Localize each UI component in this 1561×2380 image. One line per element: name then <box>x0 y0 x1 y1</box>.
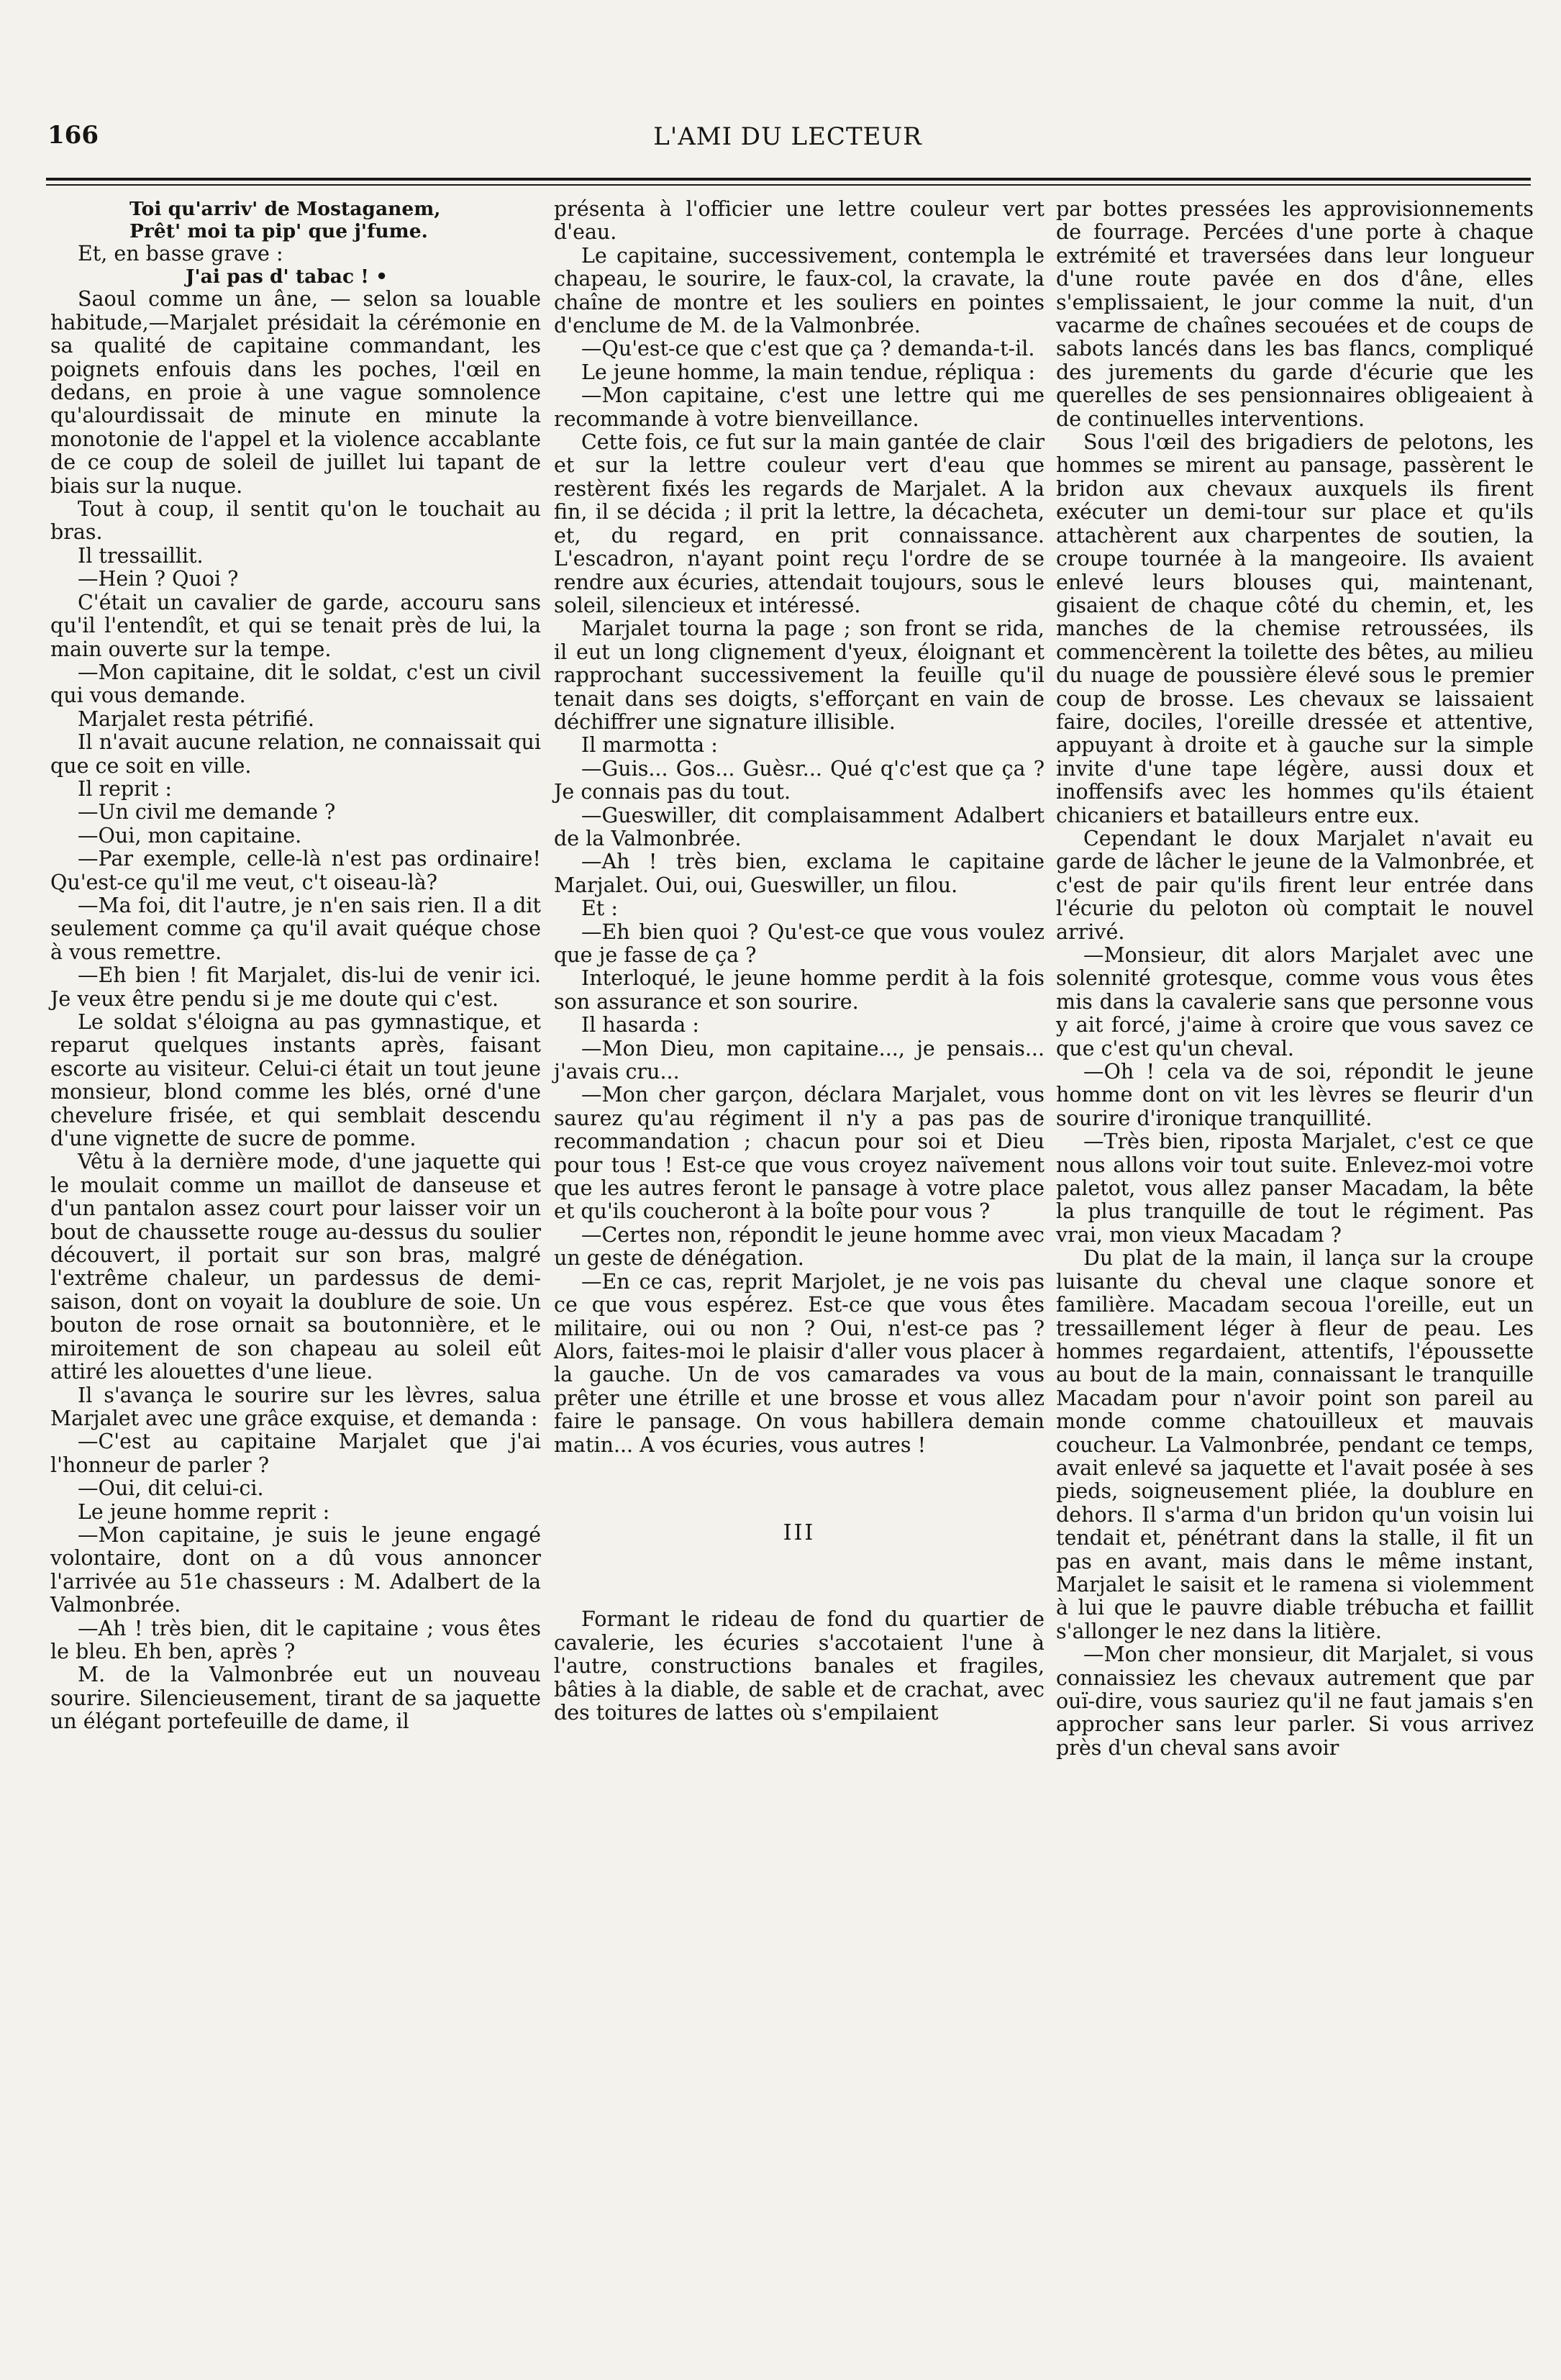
paragraph: Tout à coup, il sentit qu'on le touchait au bras. <box>50 497 541 545</box>
paragraph: C'était un cavalier de garde, accouru sans qu'il l'entendît, et qui se tenait près de lui, la main ouverte sur la tempe. <box>50 590 541 661</box>
paragraph: —Monsieur, dit alors Marjalet avec une solennité grotesque, comme vous vous êtes mis dans la cavalerie sans que personne vous y ait forcé, j'aime à croire que vous savez ce que c'est qu'un cheval. <box>1056 943 1534 1060</box>
paragraph: Saoul comme un âne, — selon sa louable habitude,—Marjalet présidait la cérémonie en sa qualité de capitaine commandant, les poignets enfouis dans les poches, l'œil en dedans, en proie à une vague somnolence qu'alourdissait de minute en minute la monotonie de l'appel et la violence accablante de ce coup de soleil de juillet lui tapant de biais sur la nuque. <box>50 287 541 498</box>
paragraph: Le soldat s'éloigna au pas gymnastique, et reparut quelques instants après, faisant escorte au visiteur. Celui-ci était un tout jeune monsieur, blond comme les blés, orné d'une chevelure frisée, et qui semblait descendu d'une vignette de sucre de pomme. <box>50 1010 541 1151</box>
paragraph: —Gueswiller, dit complaisamment Adalbert de la Valmonbrée. <box>554 803 1045 850</box>
text-column-1 <box>50 198 541 2342</box>
paragraph: —Mon capitaine, dit le soldat, c'est un civil qui vous demande. <box>50 660 541 708</box>
header-rule-thick <box>46 178 1531 181</box>
paragraph: Sous l'œil des brigadiers de pelotons, les hommes se mirent au pansage, passèrent le bridon aux chevaux auxquels ils firent exécuter un demi-tour sur place et qu'ils attachèrent aux charpentes de soutien, la croupe tournée à la mangeoire. Ils avaient enlevé leurs blouses qui, maintenant, gisaient de chaque côté du chemin, et, les manches de la chemise retroussées, ils commencèrent la toilette des bêtes, au milieu du nuage de poussière élevé sous le premier coup de brosse. Les chevaux se laissaient faire, dociles, l'oreille dressée et attentive, appuyant à droite et à gauche sur la simple invite d'une tape légère, aussi doux et inoffensifs avec les hommes qu'ils étaient chicaniers et batailleurs entre eux. <box>1056 430 1534 827</box>
paragraph: —Mon Dieu, mon capitaine..., je pensais... j'avais cru... <box>554 1036 1045 1084</box>
paragraph: Il marmotta : <box>581 733 718 758</box>
page-header <box>43 114 1532 164</box>
paragraph: —Eh bien ! fit Marjalet, dis-lui de venir ici. Je veux être pendu si je me doute qui c'est. <box>50 963 541 1011</box>
paragraph: —Par exemple, celle-là n'est pas ordinaire! Qu'est-ce qu'il me veut, c't oiseau-là? <box>50 847 541 894</box>
paragraph: —Certes non, répondit le jeune homme avec un geste de dénégation. <box>554 1222 1045 1271</box>
paragraph: —Oh ! cela va de soi, répondit le jeune homme dont on vit les lèvres se fleurir d'un sourire d'ironique tranquillité. <box>1056 1060 1534 1130</box>
paragraph: M. de la Valmonbrée eut un nouveau sourire. Silencieusement, tirant de sa jaquette un élégant portefeuille de dame, il <box>50 1663 541 1734</box>
text-column-2 <box>554 198 1045 2342</box>
paragraph: Il reprit : <box>78 776 173 801</box>
paragraph: Cette fois, ce fut sur la main gantée de clair et sur la lettre couleur vert d'eau que restèrent fixés les regards de Marjalet. A la fin, il se décida ; il prit la lettre, la décacheta, et, du regard, en prit connaissance. L'escadron, n'ayant point reçu l'ordre de se rendre aux écuries, attendait toujours, sous le soleil, silencieux et intéressé. <box>554 430 1045 617</box>
paragraph: Du plat de la main, il lança sur la croupe luisante du cheval une claque sonore et familière. Macadam secoua l'oreille, eut un tressaillement léger à fleur de peau. Les hommes regardaient, attentifs, l'époussette au bout de la main, connaissant le tranquille Macadam pour n'avoir point son pareil au monde comme chatouilleux et mauvais coucheur. La Valmonbrée, pendant ce temps, avait enlevé sa jaquette et l'avait posée à ses pieds, soigneusement pliée, la doublure en dehors. Il s'arma d'un bridon qu'un voisin lui tendait et, pénétrant dans la stalle, il fit un pas en avant, mais dans le même instant, Marjalet le saisit et le ramena si violemment à lui que le pauvre diable trébucha et faillit s'allonger le nez dans la litière. <box>1056 1246 1534 1643</box>
verse-line: Toi qu'arriv' de Mostaganem, <box>129 198 441 220</box>
paragraph: Interloqué, le jeune homme perdit à la fois son assurance et son sourire. <box>554 966 1045 1014</box>
paragraph: Vêtu à la dernière mode, d'une jaquette qui le moulait comme un maillot de danseuse et d'un pantalon assez court pour laisser voir un bout de chaussette rouge au-dessus du soulier découvert, il portait sur son bras, malgré l'extrême chaleur, un pardessus de demi-saison, dont on voyait la doublure de soie. Un bouton de rose ornait sa boutonnière, et le miroitement de son chapeau au soleil eût attiré les alouettes d'une lieue. <box>50 1150 541 1384</box>
paragraph: —C'est au capitaine Marjalet que j'ai l'honneur de parler ? <box>50 1430 541 1477</box>
paragraph: —Un civil me demande ? <box>78 800 336 825</box>
paragraph: Il n'avait aucune relation, ne connaissait qui que ce soit en ville. <box>50 730 541 778</box>
paragraph: Marjalet tourna la page ; son front se rida, il eut un long clignement d'yeux, éloignant et rapprochant successivement la feuille qu'il tenait dans ses doigts, s'efforçant en vain de déchiffrer une signature illisible. <box>554 617 1045 734</box>
paragraph: Marjalet resta pétrifié. <box>78 707 314 731</box>
paragraph: —Guis... Gos... Guèsr... Qué q'c'est que ça ? Je connais pas du tout. <box>554 756 1045 804</box>
paragraph: présenta à l'officier une lettre couleur vert d'eau. <box>554 197 1045 245</box>
paragraph: Le jeune homme, la main tendue, répliqua : <box>581 360 1035 384</box>
chapter-heading: III <box>783 1520 816 1545</box>
paragraph: —Oui, mon capitaine. <box>78 823 302 848</box>
paragraph: Et : <box>581 896 618 921</box>
paragraph: —Eh bien quoi ? Qu'est-ce que vous voulez que je fasse de ça ? <box>554 919 1045 967</box>
paragraph: —Ma foi, dit l'autre, je n'en sais rien. Il a dit seulement comme ça qu'il avait quéque chose à vous remettre. <box>50 893 541 964</box>
paragraph: —Oui, dit celui-ci. <box>78 1476 264 1501</box>
verse-line: J'ai pas d' tabac ! • <box>186 265 388 289</box>
paragraph: —Mon cher garçon, déclara Marjalet, vous saurez qu'au régiment il n'y a pas pas de recommandation ; chacun pour soi et Dieu pour tous ! Est-ce que vous croyez naïvement que les autres feront le pansage à votre place et qu'ils coucheront à la boîte pour vous ? <box>554 1083 1045 1224</box>
paragraph: Il hasarda : <box>581 1013 699 1037</box>
paragraph: Il s'avança le sourire sur les lèvres, salua Marjalet avec une grâce exquise, et demanda : <box>50 1383 541 1430</box>
paragraph: Le capitaine, successivement, contempla le chapeau, le sourire, le faux-col, la cravate, la chaîne de montre et les souliers en pointes d'enclume de M. de la Valmonbrée. <box>554 243 1045 338</box>
paragraph: Il tressaillit. <box>78 543 204 568</box>
running-title: L'AMI DU LECTEUR <box>653 122 922 151</box>
paragraph: Et, en basse grave : <box>78 242 283 265</box>
header-rule-thin <box>46 184 1531 186</box>
verse-line: Prêt' moi ta pip' que j'fume. <box>129 220 428 242</box>
paragraph: —Mon capitaine, je suis le jeune engagé volontaire, dont on a dû vous annoncer l'arrivée au 51e chasseurs : M. Adalbert de la Valmonbrée. <box>50 1522 541 1617</box>
text-column-3 <box>1056 198 1534 2342</box>
paragraph: —Qu'est-ce que c'est que ça ? demanda-t-il. <box>581 337 1035 361</box>
paragraph: Le jeune homme reprit : <box>78 1499 330 1524</box>
paragraph: par bottes pressées les approvisionnements de fourrage. Percées d'une porte à chaque extrémité et traversées dans leur longueur d'une route pavée en dos d'âne, elles s'emplissaient, le jour comme la nuit, d'un vacarme de chaînes secouées et de coups de sabots lancés dans les bas flancs, compliqué des jurements du garde d'écurie que les querelles de ses pensionnaires obligeaient à de continuelles interventions. <box>1056 197 1534 431</box>
paragraph: —Ah ! très bien, exclama le capitaine Marjalet. Oui, oui, Gueswiller, un filou. <box>554 850 1045 897</box>
paragraph: —Mon cher monsieur, dit Marjalet, si vous connaissiez les chevaux autrement que par ouï-dire, vous sauriez qu'il ne faut jamais s'en approcher sans leur parler. Si vous arrivez près d'un cheval sans avoir <box>1056 1643 1534 1760</box>
paragraph: Formant le rideau de fond du quartier de cavalerie, les écuries s'accotaient l'une à l'autre, constructions banales et fragiles, bâties à la diable, de sable et de crachat, avec des toitures de lattes où s'empilaient <box>554 1607 1045 1725</box>
paragraph: —Ah ! très bien, dit le capitaine ; vous êtes le bleu. Eh ben, après ? <box>50 1616 541 1663</box>
paragraph: —Mon capitaine, c'est une lettre qui me recommande à votre bienveillance. <box>554 383 1045 431</box>
paragraph: —Très bien, riposta Marjalet, c'est ce que nous allons voir tout suite. Enlevez-moi votre paletot, vous allez panser Macadam, la bête la plus tranquille de tout le régiment. Pas vrai, mon vieux Macadam ? <box>1056 1130 1534 1247</box>
page-number: 166 <box>47 121 99 150</box>
paragraph: —Hein ? Quoi ? <box>78 567 239 591</box>
paragraph: Cependant le doux Marjalet n'avait eu garde de lâcher le jeune de la Valmonbrée, et c'est de pair qu'ils firent leur entrée dans l'écurie du peloton où comptait le nouvel arrivé. <box>1056 826 1534 944</box>
paragraph: —En ce cas, reprit Marjolet, je ne vois pas ce que vous espérez. Est-ce que vous êtes militaire, oui ou non ? Oui, n'est-ce pas ? Alors, faites-moi le plaisir d'aller vous placer à la gauche. Un de vos camarades va vous prêter une étrille et une brosse et vous allez faire le pansage. On vous habillera demain matin... A vos écuries, vous autres ! <box>554 1269 1045 1457</box>
